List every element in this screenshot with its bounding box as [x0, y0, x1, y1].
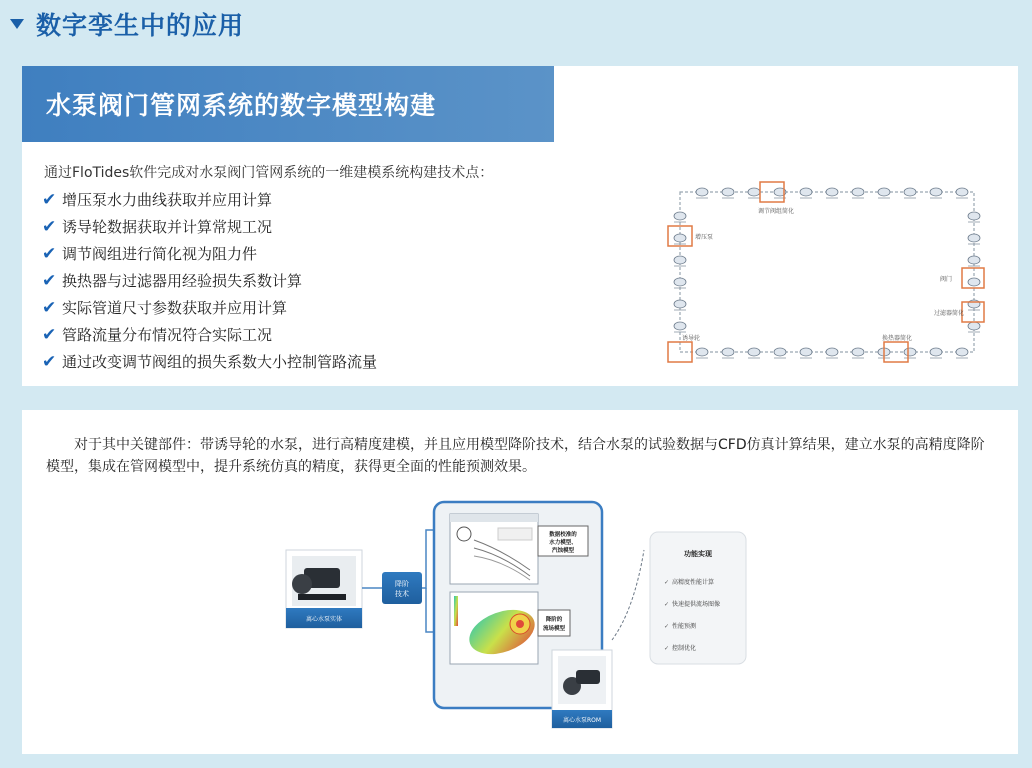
- pipe-component-icon: [696, 188, 708, 198]
- pipe-component-icon: [904, 348, 916, 358]
- svg-text:✓: ✓: [664, 645, 670, 652]
- booster-pump-label: 增压泵: [695, 234, 714, 241]
- check-icon: ✔: [42, 270, 57, 291]
- pipe-component-icon: [968, 234, 980, 244]
- list-item: ✔ 换热器与过滤器用经验损失系数计算: [42, 270, 303, 291]
- check-icon: ✔: [42, 243, 57, 264]
- pipe-component-icon: [956, 348, 968, 358]
- heat-exchanger-label: 换热器简化: [882, 335, 913, 342]
- reduction-tech-label-1: 降阶: [395, 580, 409, 588]
- list-item: ✔ 诱导轮数据获取并计算常规工况: [42, 216, 273, 237]
- feature-item: 控制优化: [672, 645, 697, 652]
- valve-label: 阀门: [940, 276, 953, 283]
- reduction-tech-box: [382, 572, 422, 604]
- svg-text:汽蚀模型: 汽蚀模型: [551, 548, 575, 554]
- reduction-tech-label-2: 技术: [395, 590, 409, 598]
- pipe-network-diagram: [662, 180, 992, 370]
- model-build-card: [22, 66, 1018, 386]
- list-item: ✔ 实际管道尺寸参数获取并应用计算: [42, 297, 288, 318]
- rom-diagram-svg: [262, 500, 762, 740]
- pipe-component-icon: [852, 348, 864, 358]
- pipe-component-icon: [774, 348, 786, 358]
- pipe-network-svg: [662, 180, 992, 370]
- list-item: ✔ 管路流量分布情况符合实际工况: [42, 324, 273, 345]
- feature-item: 高精度性能计算: [672, 579, 715, 586]
- rom-output-card: [552, 650, 612, 728]
- pump-entity-card: [286, 550, 362, 628]
- pipe-component-icon: [674, 322, 686, 332]
- pipe-component-icon: [826, 188, 838, 198]
- pipe-component-icon: [748, 188, 760, 198]
- rom-card: [22, 410, 1018, 754]
- svg-text:水力模型、: 水力模型、: [549, 540, 577, 546]
- check-icon: ✔: [42, 351, 57, 372]
- hydraulic-model-window: [450, 514, 538, 584]
- features-title: 功能实现: [684, 550, 712, 558]
- pipe-component-icon: [878, 188, 890, 198]
- pipe-component-icon: [696, 348, 708, 358]
- svg-text:✓: ✓: [664, 601, 670, 608]
- tech-point-list: [42, 186, 377, 375]
- flow-field-window: [450, 592, 541, 664]
- pipe-component-icon: [800, 348, 812, 358]
- filter-label: 过滤器简化: [934, 310, 965, 317]
- section-header[interactable]: [10, 6, 244, 42]
- pipe-loop: [680, 192, 974, 352]
- pipe-component-icon: [930, 188, 942, 198]
- hydraulic-model-label: [538, 526, 588, 556]
- pipe-component-icon: [748, 348, 760, 358]
- pipe-component-icon: [800, 188, 812, 198]
- pipe-component-icon: [956, 188, 968, 198]
- pipe-component-icon: [904, 188, 916, 198]
- pipe-component-icon: [852, 188, 864, 198]
- flow-model-label: [538, 610, 570, 636]
- pipe-component-icon: [930, 348, 942, 358]
- list-item: ✔ 通过改变调节阀组的损失系数大小控制管路流量: [42, 351, 378, 372]
- intro-text: 通过FloTides软件完成对水泵阀门管网系统的一维建模系统构建技术点：: [44, 165, 494, 181]
- pipe-component-icon: [674, 278, 686, 288]
- pump-volute-shape: [292, 574, 312, 594]
- rom-diagram: [262, 500, 762, 740]
- pipe-component-icon: [674, 212, 686, 222]
- check-icon: ✔: [42, 216, 57, 237]
- inducer-label: 诱导轮: [682, 335, 701, 342]
- svg-text:降阶的: 降阶的: [545, 617, 563, 623]
- banner-title: 水泵阀门管网系统的数字模型构建: [46, 91, 437, 120]
- pipe-component-icon: [722, 348, 734, 358]
- svg-text:流场模型: 流场模型: [542, 626, 566, 632]
- svg-text:✓: ✓: [664, 623, 670, 630]
- pipe-component-icon: [826, 348, 838, 358]
- top-valve-label: 调节阀组简化: [758, 208, 795, 215]
- banner: [22, 66, 554, 142]
- features-panel: [650, 532, 746, 664]
- list-item: ✔ 增压泵水力曲线获取并应用计算: [42, 189, 273, 210]
- pump-label: 离心水泵实体: [305, 616, 343, 623]
- check-icon: ✔: [42, 324, 57, 345]
- collapse-triangle-icon[interactable]: [10, 19, 24, 29]
- check-icon: ✔: [42, 189, 57, 210]
- svg-text:✓: ✓: [664, 579, 670, 586]
- list-item: ✔ 调节阀组进行简化视为阻力件: [42, 243, 258, 264]
- rom-label: 离心水泵ROM: [562, 717, 602, 724]
- feature-item: 性能预测: [672, 623, 697, 630]
- rom-paragraph: 对于其中关键部件：带诱导轮的水泵，进行高精度建模，并且应用模型降阶技术，结合水泵的试验数据与CFD仿真计算结果，建立水泵的高精度降阶模型，集成在管网模型中，提升系统仿真的精度，获得更全面的性能预测效果。: [46, 437, 985, 475]
- svg-text:数据校准的: 数据校准的: [549, 532, 577, 538]
- section-title: 数字孪生中的应用: [36, 11, 245, 40]
- pipe-component-icon: [968, 278, 980, 288]
- check-icon: ✔: [42, 297, 57, 318]
- pipe-component-icon: [722, 188, 734, 198]
- feature-item: 快速提供流场图像: [672, 601, 721, 608]
